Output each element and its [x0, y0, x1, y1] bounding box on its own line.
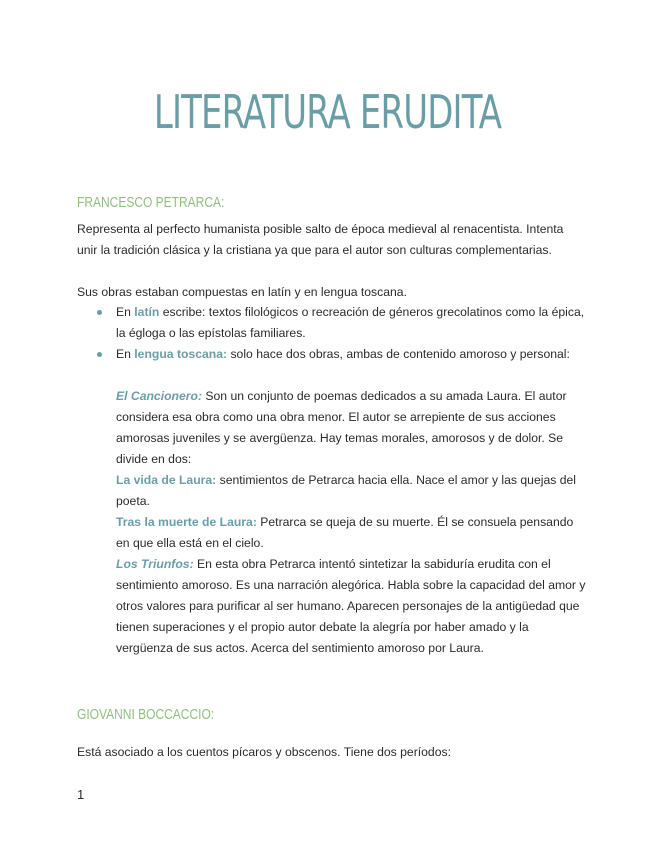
- work-vida-de-laura: [116, 470, 586, 512]
- bullet-keyword: latín: [134, 305, 160, 319]
- page-title: LITERATURA ERUDITA: [153, 85, 502, 139]
- bullet-text: escribe: textos filológicos o recreación de géneros grecolatinos como la épica, la égloga o las epístolas familiares.: [116, 305, 585, 340]
- petrarca-intro: Representa al perfecto humanista posible salto de época medieval al renacentista. Intenta unir la tradición clásica y la cristiana ya que para el autor son culturas complementarias.: [77, 222, 564, 257]
- work-triunfos: [116, 554, 586, 659]
- petrarca-bullet-list: [77, 302, 587, 365]
- list-item: [77, 302, 587, 344]
- work-text: En esta obra Petrarca intentó sintetizar la sabiduría erudita con el sentimiento amoroso. Es una narración alegórica. Habla sobre la capacidad del amor y otros valores para purificar al ser humano. Aparecen personajes de la antigüedad que tienen superaciones y el propio autor debate la alegría por haber amado y la vergüenza de sus actos. Acerca del sentimiento amoroso por Laura.: [116, 557, 586, 655]
- work-text: Petrarca se queja de su muerte. Él se consuela pensando en que ella está en el cielo.: [116, 515, 574, 550]
- section-heading-boccaccio: GIOVANNI BOCCACCIO:: [77, 706, 215, 723]
- section-heading-petrarca: FRANCESCO PETRARCA:: [77, 194, 225, 211]
- work-name: La vida de Laura:: [116, 473, 217, 487]
- bullet-icon: [97, 352, 102, 357]
- work-muerte-de-laura: [116, 512, 586, 554]
- work-name: Tras la muerte de Laura:: [116, 515, 257, 529]
- bullet-icon: [97, 310, 102, 315]
- bullet-prefix: En: [116, 305, 135, 319]
- work-name: El Cancionero:: [116, 389, 203, 403]
- bullet-prefix: En: [116, 347, 135, 361]
- petrarca-intro-2: Sus obras estaban compuestas en latín y en lengua toscana.: [77, 285, 407, 299]
- work-text: sentimientos de Petrarca hacia ella. Nace el amor y las quejas del poeta.: [116, 473, 576, 508]
- page-number: 1: [77, 787, 85, 802]
- work-name: Los Triunfos:: [116, 557, 194, 571]
- bullet-text: solo hace dos obras, ambas de contenido amoroso y personal:: [227, 347, 570, 361]
- work-text: Son un conjunto de poemas dedicados a su amada Laura. El autor considera esa obra como una obra menor. El autor se arrepiente de sus acciones amorosas juveniles y se avergüenza. Hay temas morales, amorosos y de dolor. Se divide en dos:: [116, 389, 567, 466]
- bullet-keyword: lengua toscana:: [134, 347, 228, 361]
- boccaccio-intro: Está asociado a los cuentos pícaros y obscenos. Tiene dos períodos:: [77, 745, 451, 759]
- work-cancionero: [116, 386, 586, 470]
- list-item: [77, 344, 587, 365]
